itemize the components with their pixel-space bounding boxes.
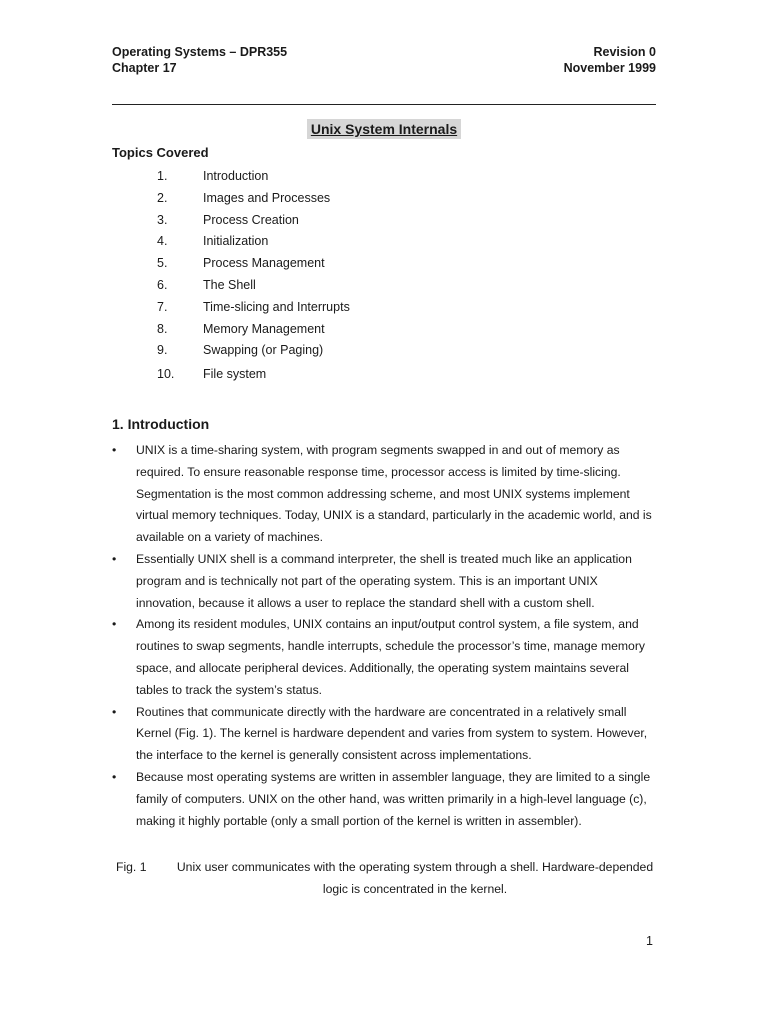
revision-label: Revision 0 — [593, 45, 656, 59]
topic-label: Process Management — [203, 256, 325, 271]
topic-label: Memory Management — [203, 321, 325, 336]
topic-number: 4. — [157, 234, 168, 249]
bullet-dot-icon: • — [112, 769, 117, 784]
bullet-list — [112, 440, 660, 832]
topic-number: 5. — [157, 256, 168, 271]
figure-caption-text: Unix user communicates with the operating system through a shell. Hardware-depended logic is concentrated in the kernel. — [176, 860, 654, 896]
figure-label: Fig. 1 — [116, 860, 147, 874]
topic-number: 10. — [157, 367, 175, 382]
topic-label: The Shell — [203, 277, 256, 292]
topic-label: Swapping (or Paging) — [203, 343, 324, 358]
topic-label: Initialization — [203, 234, 269, 249]
topic-label: Time-slicing and Interrupts — [203, 299, 350, 314]
revision-date: November 1999 — [563, 61, 656, 75]
bullet-text: Among its resident modules, UNIX contains an input/output control system, a file system, and routines to swap segments, handle interrupts, schedule the processor’s time, manage memory space, and allocate peripheral devices. Additionally, the operating system maintains several tables to track the system’s status. — [136, 617, 645, 697]
topic-label: Images and Processes — [203, 190, 331, 205]
document-title-text: Unix System Internals — [307, 119, 461, 139]
bullet-item — [112, 440, 660, 549]
bullet-dot-icon: • — [112, 551, 117, 566]
page-number: 1 — [646, 934, 653, 948]
topic-number: 8. — [157, 321, 168, 336]
figure-caption — [116, 857, 664, 901]
bullet-dot-icon: • — [112, 443, 117, 457]
bullet-dot-icon: • — [112, 617, 117, 632]
chapter-label: Chapter 17 — [112, 61, 177, 75]
bullet-text: Because most operating systems are written in assembler language, they are limited to a single family of computers. UNIX on the other hand, was written primarily in a high-level language (c), making it highly portable (only a small portion of the kernel is written in assembler). — [136, 769, 651, 828]
topics-heading: Topics Covered — [112, 145, 209, 160]
header-left — [112, 44, 287, 76]
bullet-dot-icon: • — [112, 704, 117, 719]
bullet-item — [112, 614, 660, 701]
header-divider — [112, 104, 656, 105]
topic-number: 1. — [157, 169, 168, 183]
bullet-item — [112, 549, 660, 614]
bullet-item — [112, 767, 660, 832]
topic-number: 6. — [157, 277, 168, 292]
topic-number: 9. — [157, 343, 168, 358]
section-heading: 1. Introduction — [112, 416, 210, 432]
course-title: Operating Systems – DPR355 — [112, 45, 288, 59]
topic-number: 2. — [157, 190, 168, 205]
bullet-item — [112, 702, 660, 767]
bullet-text: Routines that communicate directly with the hardware are concentrated in a relatively small Kernel (Fig. 1). The kernel is hardware dependent and varies from system to system. However, the interface to the kernel is generally consistent across implementations. — [136, 704, 648, 763]
bullet-text: Essentially UNIX shell is a command interpreter, the shell is treated much like an application program and is technically not part of the operating system. This is an important UNIX innovation, because it allows a user to replace the standard shell with a custom shell. — [136, 551, 632, 610]
topic-number: 3. — [157, 212, 168, 227]
topic-label: Introduction — [203, 169, 269, 183]
header-right — [564, 44, 656, 76]
bullet-text: UNIX is a time-sharing system, with program segments swapped in and out of memory as required. To ensure reasonable response time, processor access is limited by time-slicing. Segmentation is the most common addressing scheme, and most UNIX systems implement virtual memory techniques. Today, UNIX is a standard, particularly in the academic world, and is available on a variety of machines. — [136, 443, 652, 545]
topic-label: Process Creation — [203, 212, 299, 227]
document-title — [0, 119, 768, 139]
topic-label: File system — [203, 367, 267, 382]
topic-number: 7. — [157, 299, 168, 314]
